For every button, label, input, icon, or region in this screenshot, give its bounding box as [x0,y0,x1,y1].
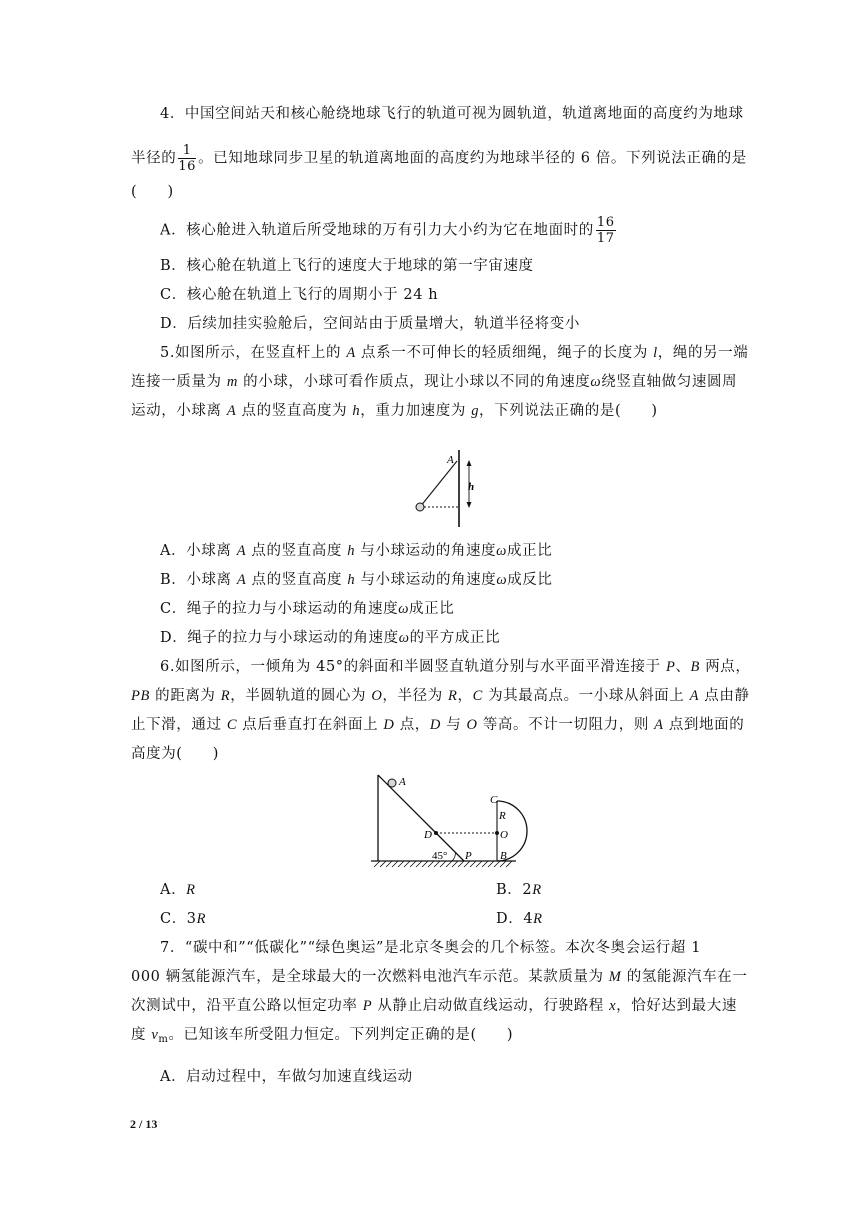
var: O [371,688,383,704]
text: ，重力加速度为 [360,403,472,419]
q6-line2 [131,686,750,706]
q4-option-b: B．核心舱在轨道上飞行的速度大于地球的第一宇宙速度 [160,258,534,274]
option-label: C． [160,601,187,617]
text: ， [457,688,473,704]
text: 点的竖直高度 [246,572,348,588]
page-number: 2 / 13 [130,1117,158,1131]
q5-line1 [160,343,748,363]
option-text: A．核心舱进入轨道后所受地球的万有引力大小约为它在地面时的 [160,222,594,239]
var: C [226,717,238,733]
text: 6.如图所示，一倾角为 45°的斜面和半圆竖直轨道分别与水平面平滑连接于 [160,659,666,675]
option-label: A． [160,543,187,559]
q6-line4: 高度为( ) [131,746,220,762]
var: PB [131,688,150,704]
text: 运动，小球离 [131,403,227,419]
q6-option-d [496,909,543,929]
var: h [347,543,356,559]
q5-option-c [160,599,454,619]
q5-option-a [160,541,552,561]
var: C [472,688,483,704]
text: 000 辆氢能源汽车，是全球最大的一次燃料电池汽车示范。某款质量为 [131,969,609,985]
label-O: O [500,829,508,841]
text: 的小球，小球可看作质点，现让小球以不同的角速度 [237,374,591,390]
var: P [665,659,676,675]
text: 点后垂直打在斜面上 [237,717,384,733]
var: A [236,572,247,588]
text: 次测试中，沿平直公路以恒定功率 [131,998,363,1014]
var: R [533,911,543,927]
text: 点的竖直高度为 [236,403,353,419]
var: g [471,403,480,419]
q4-line1: 4．中国空间站天和核心舱绕地球飞行的轨道可视为圆轨道，轨道离地面的高度约为地球 [160,106,744,122]
fraction-16-17 [596,215,616,246]
ball [388,779,396,787]
var: D [383,717,395,733]
option-label: D． [160,630,188,646]
label-A: A [399,776,406,788]
var: A [654,717,664,733]
var: O [466,717,478,733]
q4-text: 半径的 [131,150,177,167]
q5-figure [405,448,485,530]
label-B: B [500,850,507,862]
q6-option-c [160,909,206,929]
text: 从静止启动做直线运动，行驶路程 [372,998,610,1014]
label-R: R [499,810,506,822]
q6-option-b [496,880,542,900]
q4-line3: ( ) [131,184,174,200]
q5-line3 [131,401,658,421]
text: 止下滑，通过 [131,717,227,733]
var: M [608,969,622,985]
h-arrow-bottom [467,502,472,508]
var: R [532,882,542,898]
q4-line2 [131,143,747,174]
text: 点， [394,717,430,733]
option-label: C．3 [160,911,197,927]
text: 成反比 [507,572,553,588]
var: R [220,688,231,704]
var: A [236,543,247,559]
subscript: m [158,1034,169,1045]
text: ，恰好达到最大速 [616,998,737,1014]
text: 与小球运动的角速度 [355,543,497,559]
var: P [362,998,373,1014]
option-label: D．4 [496,911,534,927]
var: h [347,572,356,588]
q5-option-d [160,628,500,648]
option-label: B．2 [496,882,533,898]
text: 成正比 [507,543,553,559]
label-h: h [468,481,475,493]
point-O [495,831,499,835]
label-P: P [465,850,472,862]
frac-num: 1 [178,143,196,159]
fraction-1-16 [178,143,196,174]
var: ω [496,572,508,588]
var: ω [590,374,602,390]
text: 的距离为 [149,688,221,704]
text: 等高。不计一切阻力，则 [477,717,655,733]
var: x [609,998,617,1014]
point-D [434,831,438,835]
h-arrow-top [467,460,472,466]
q5-option-b [160,570,553,590]
string [420,461,457,507]
text: 与 [441,717,467,733]
text: ，绳的另一端 [657,345,749,361]
text: 小球离 [186,572,237,588]
frac-den: 17 [596,231,615,246]
var: m [226,374,238,390]
label-D: D [424,829,432,841]
text: ，下列说法正确的是( ) [479,403,658,419]
q4-option-c: C．核心舱在轨道上飞行的周期小于 24 h [160,287,439,303]
var: A [689,688,700,704]
var: l [653,345,658,361]
text: 、 [675,659,691,675]
q7-line3 [131,996,737,1016]
q6-option-a [160,880,196,900]
text: 小球离 [186,543,237,559]
text: 连接一质量为 [131,374,227,390]
text: 绕竖直轴做匀速圆周 [601,374,738,390]
q7-line2 [131,967,748,987]
text: ，半径为 [382,688,449,704]
option-label: A． [160,882,187,898]
text: 的平方成正比 [409,630,501,646]
q4-option-d: D．后续加挂实验舱后，空间站由于质量增大，轨道半径将变小 [160,316,580,332]
text: ，半圆轨道的圆心为 [230,688,372,704]
var: A [226,403,237,419]
label-C: C [490,794,498,806]
q6-line3 [131,715,744,735]
text: 的氢能源汽车在一 [621,969,748,985]
var: R [448,688,458,704]
q4-text: 。已知地球同步卫星的轨道离地面的高度约为地球半径的 6 倍。下列说法正确的是 [198,150,747,167]
label-A: A [447,454,454,466]
var: D [429,717,441,733]
text: 。已知该车所受阻力恒定。下列判定正确的是( ) [168,1027,514,1043]
var: B [690,659,700,675]
var: v [151,1027,159,1043]
var: h [352,403,361,419]
angle-arc [452,853,456,862]
text: 点系一不可伸长的轻质细绳，绳子的长度为 [355,345,654,361]
var: R [186,882,196,898]
q4-option-a [160,215,618,246]
text: 点的竖直高度 [246,543,348,559]
text: 5.如图所示，在竖直杆上的 [160,345,347,361]
var: ω [496,543,507,559]
incline-slope [378,775,464,861]
text: 点由静 [699,688,750,704]
q7-option-a: A．启动过程中，车做匀加速直线运动 [160,1069,413,1085]
q7-line4 [131,1025,513,1050]
text: 点到地面的 [663,717,745,733]
q5-line2 [131,372,737,392]
q6-line1 [160,657,751,677]
label-angle: 45° [432,850,448,862]
var: ω [398,601,410,617]
text: 与小球运动的角速度 [355,572,497,588]
text: 成正比 [409,601,455,617]
var: R [196,911,207,927]
q6-figure [368,772,528,872]
ball [416,503,424,511]
q7-line1: 7．“碳中和”“低碳化”“绿色奥运”是北京冬奥会的几个标签。本次冬奥会运行超 1 [160,940,702,956]
text: 两点， [700,659,751,675]
var: A [346,345,356,361]
var: ω [398,630,410,646]
option-label: B． [160,572,187,588]
text: 度 [131,1027,152,1043]
text: 为其最高点。一小球从斜面上 [482,688,690,704]
text: 绳子的拉力与小球运动的角速度 [186,601,399,617]
frac-den: 16 [178,159,197,174]
frac-num: 16 [596,215,615,230]
text: 绳子的拉力与小球运动的角速度 [187,630,399,646]
